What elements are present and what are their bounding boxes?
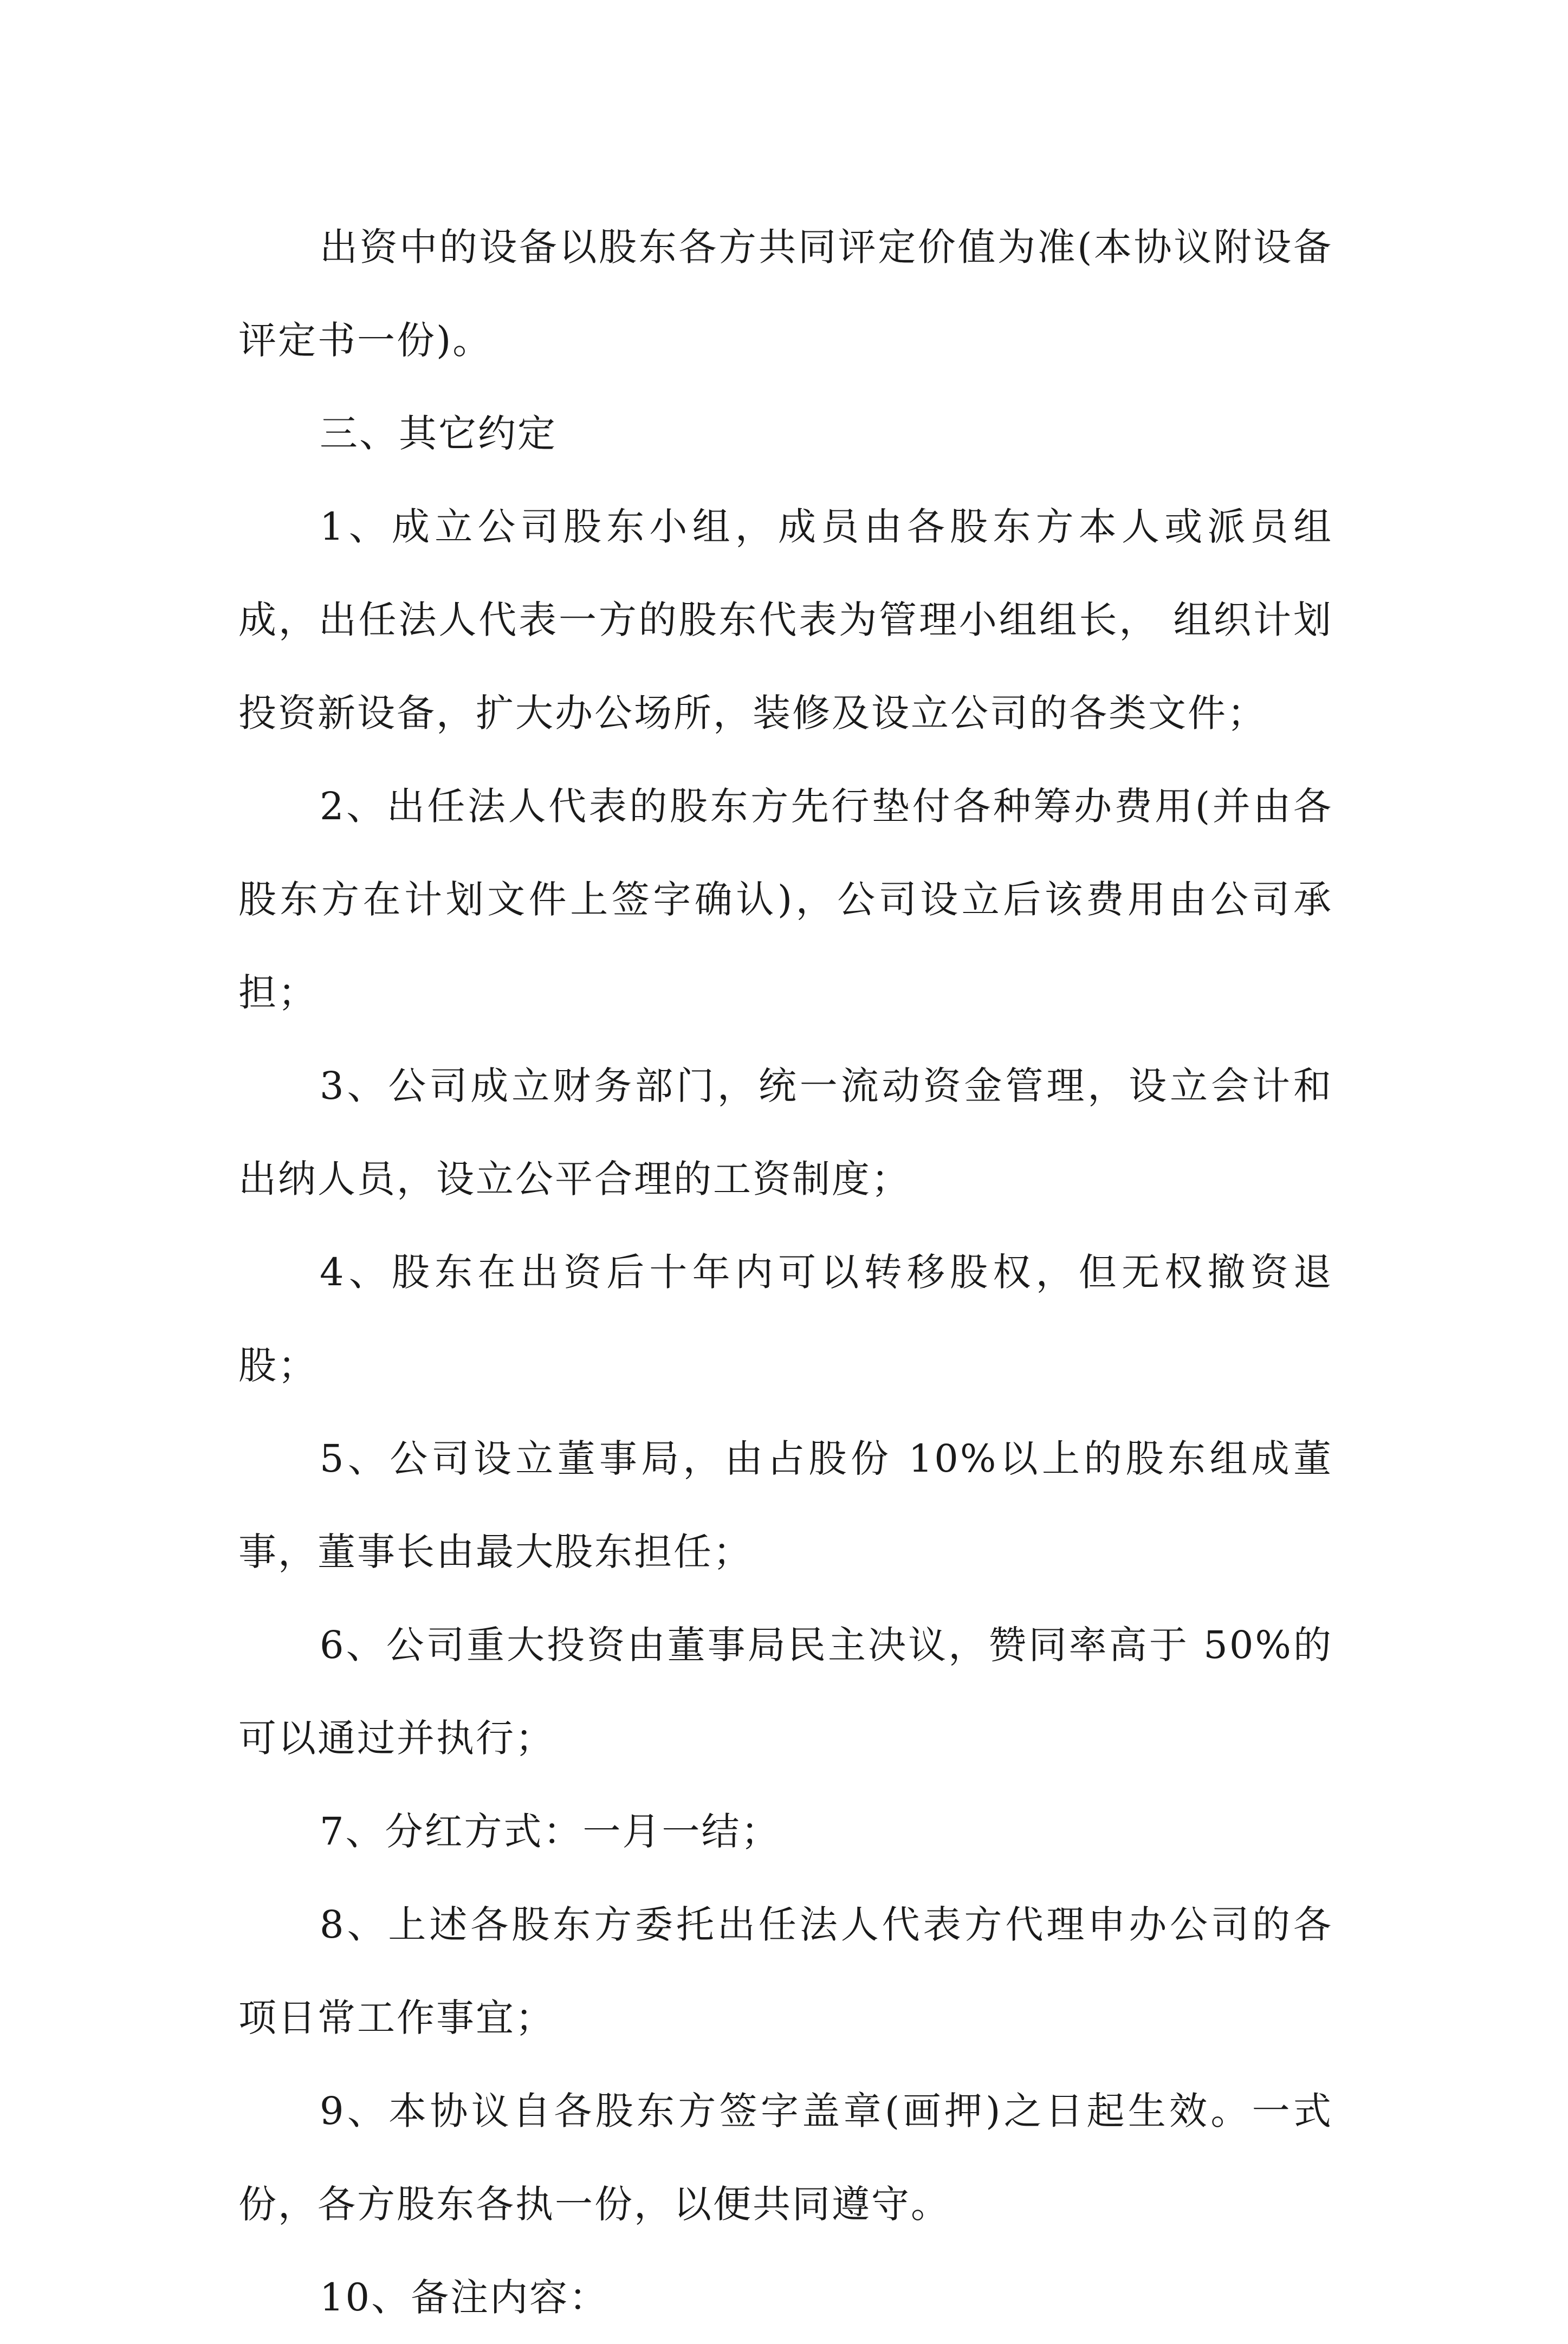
section-heading-other-agreements: 三、其它约定 [320,411,557,456]
clause-7: 7、分红方式：一月一结； [320,1809,781,1854]
document-body [238,200,1333,2344]
clause-1: 1、成立公司股东小组，成员由各股东方本人或派员组成，出任法人代表一方的股东代表为管理小组组长， 组织计划 投资新设备，扩大办公场所，装修及设立公司的各类文件； [238,504,1333,735]
clause-6: 6、公司重大投资由董事局民主决议，赞同率高于 50%的可以通过并执行； [238,1623,1333,1760]
clause-3: 3、公司成立财务部门，统一流动资金管理，设立会计和出纳人员，设立公平合理的工资制度； [238,1064,1333,1201]
paragraph-equipment-valuation: 出资中的设备以股东各方共同评定价值为准(本协议附设备评定书一份)。 [238,225,1333,362]
clause-2: 2、出任法人代表的股东方先行垫付各种筹办费用(并由各股东方在计划文件上签字确认)，公司设立后该费用由公司承担； [238,784,1333,1015]
clause-5: 5、公司设立董事局，由占股份 10%以上的股东组成董事，董事长由最大股东担任； [238,1436,1333,1574]
clause-8: 8、上述各股东方委托出任法人代表方代理申办公司的各项日常工作事宜； [238,1902,1333,2040]
clause-10: 10、备注内容： [320,2275,609,2320]
clause-9: 9、本协议自各股东方签字盖章(画押)之日起生效。一式份，各方股东各执一份，以便共同遵守。 [238,2089,1333,2226]
clause-4: 4、股东在出资后十年内可以转移股权，但无权撤资退股； [238,1250,1333,1388]
